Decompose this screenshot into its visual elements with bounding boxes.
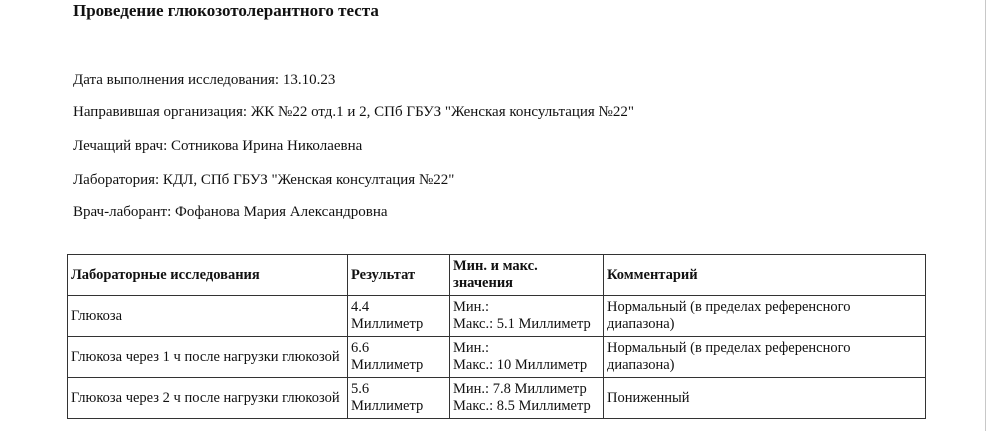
header-comment: Комментарий xyxy=(604,255,926,296)
cell-range xyxy=(450,337,604,378)
field-laboratory: Лаборатория: КДЛ, СПб ГБУЗ "Женская консултация №22" xyxy=(73,172,455,188)
cell-test: Глюкоза xyxy=(68,296,348,337)
cell-result xyxy=(348,378,450,419)
range-max: Макс.: 5.1 Миллиметр xyxy=(453,316,591,332)
cell-comment: Пониженный xyxy=(604,378,926,419)
range-min: Мин.: xyxy=(453,340,490,356)
header-result: Результат xyxy=(348,255,450,296)
page-edge xyxy=(985,0,986,431)
range-min: Мин.: 7.8 Миллиметр xyxy=(453,381,587,397)
field-organization: Направившая организация: ЖК №22 отд.1 и 2, СПб ГБУЗ "Женская консультация №22" xyxy=(73,104,634,120)
table-row xyxy=(68,296,926,337)
cell-range xyxy=(450,378,604,419)
field-date: Дата выполнения исследования: 13.10.23 xyxy=(73,72,336,88)
table-header-row xyxy=(68,255,926,296)
table-row xyxy=(68,337,926,378)
result-value: 4.4 xyxy=(351,299,370,315)
result-value: 5.6 xyxy=(351,381,370,397)
range-max: Макс.: 10 Миллиметр xyxy=(453,357,588,373)
cell-comment: Нормальный (в пределах референсного диапазона) xyxy=(604,296,926,337)
header-test: Лабораторные исследования xyxy=(68,255,348,296)
result-value: 6.6 xyxy=(351,340,370,356)
result-unit: Миллиметр xyxy=(351,398,424,414)
cell-test: Глюкоза через 1 ч после нагрузки глюкозой xyxy=(68,337,348,378)
range-max: Макс.: 8.5 Миллиметр xyxy=(453,398,591,414)
result-unit: Миллиметр xyxy=(351,357,424,373)
header-range: Мин. и макс. значения xyxy=(450,255,604,296)
cell-result xyxy=(348,337,450,378)
cell-comment: Нормальный (в пределах референсного диапазона) xyxy=(604,337,926,378)
cell-range xyxy=(450,296,604,337)
cell-result xyxy=(348,296,450,337)
cell-test: Глюкоза через 2 ч после нагрузки глюкозой xyxy=(68,378,348,419)
result-unit: Миллиметр xyxy=(351,316,424,332)
results-table xyxy=(67,254,926,419)
field-doctor: Лечащий врач: Сотникова Ирина Николаевна xyxy=(73,138,363,154)
field-lab-doctor: Врач-лаборант: Фофанова Мария Александровна xyxy=(73,204,388,220)
document-title: Проведение глюкозотолерантного теста xyxy=(73,1,379,20)
range-min: Мин.: xyxy=(453,299,490,315)
table-row xyxy=(68,378,926,419)
